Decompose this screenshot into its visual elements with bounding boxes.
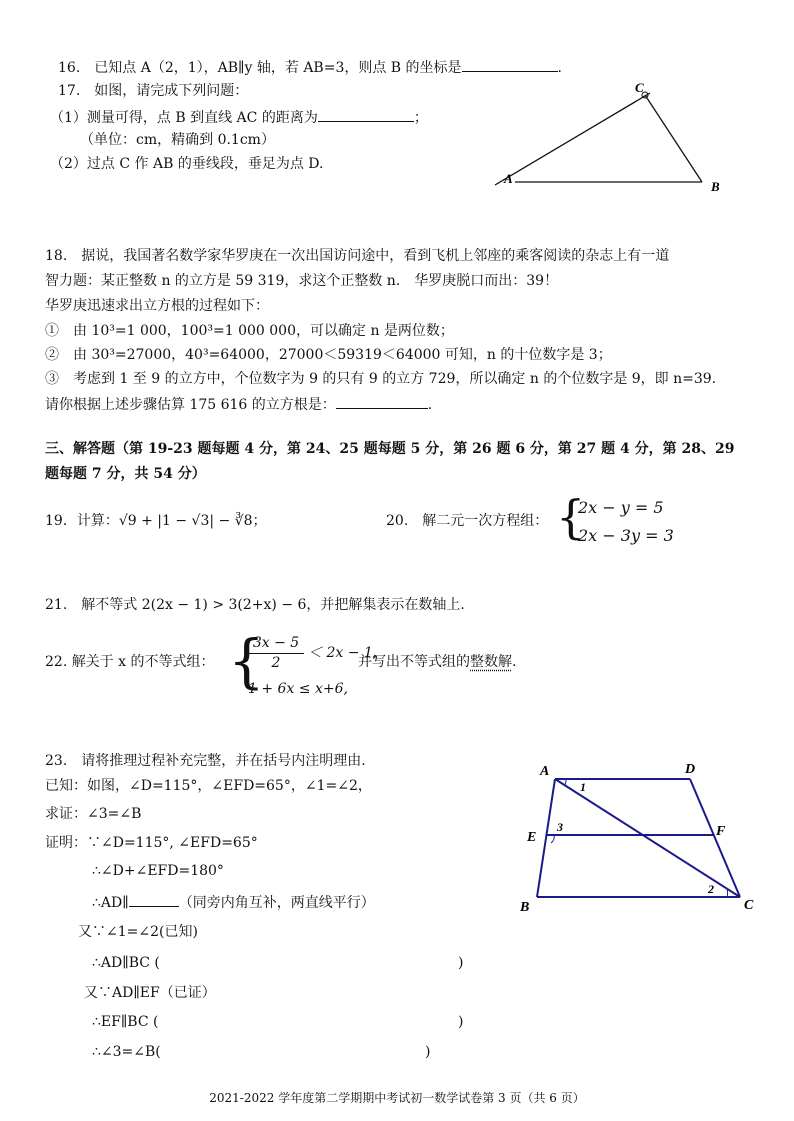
q23-label-d: D [685, 762, 696, 777]
q21-text: 21. 解不等式 2(2x − 1) > 3(2+x) − 6，并把解集表示在数轴上. [45, 597, 465, 613]
q23-label-c: C [744, 898, 754, 913]
q16-text: 16. 已知点 A（2，1），AB∥y 轴，若 AB=3，则点 B 的坐标是 [58, 60, 462, 76]
q20-equation-2: 2x − 3y = 3 [578, 526, 674, 545]
q23-title: 23. 请将推理过程补充完整，并在括号内注明理由. [45, 753, 366, 769]
q22-label: 22. 解关于 x 的不等式组： [45, 654, 215, 670]
q17-answer-blank[interactable] [318, 107, 414, 122]
q18-step1: ① 由 10³=1 000，100³=1 000 000，可以确定 n 是两位数； [45, 323, 454, 339]
q23-proof-7: ∴EF∥BC ( [92, 1014, 159, 1030]
section3-header-line1: 三、解答题（第 19-23 题每题 4 分，第 24、25 题每题 5 分，第 26 题 6 分，第 27 题 4 分，第 28、29 [45, 441, 735, 457]
q20-label: 20. 解二元一次方程组： [386, 513, 549, 529]
q18-step2: ② 由 30³=27000，40³=64000，27000＜59319＜64000 可知，n 的十位数字是 3； [45, 347, 612, 363]
page-footer: 2021-2022 学年度第二学期期中考试初一数学试卷第 3 页（共 6 页） [209, 1091, 585, 1105]
q22-emphasis: 整数解 [470, 654, 512, 670]
q18-ask [45, 394, 432, 415]
q22-tail [358, 653, 516, 672]
q23-given: 已知：如图，∠D=115°，∠EFD=65°，∠1=∠2， [45, 778, 372, 794]
q23-label-1: 1 [580, 780, 586, 794]
q22-ineq1-rest: ＜ 2x − 1, [308, 645, 378, 661]
q23-prove: 求证：∠3=∠B [45, 806, 142, 822]
q23-proof-3b: （同旁内角互补，两直线平行） [178, 895, 375, 911]
q18-ask-text: 请你根据上述步骤估算 175 616 的立方根是： [45, 397, 336, 413]
segment-ab [537, 779, 555, 897]
q23-proof-3 [92, 892, 375, 913]
q19-expression: √9 + |1 − √3| − ∛8； [118, 513, 267, 529]
q20-brace: { [556, 490, 586, 544]
q23-trapezoid-figure [520, 755, 770, 915]
q23-blank-parallel[interactable] [129, 892, 179, 907]
q17-label-c: C [635, 80, 644, 95]
q23-proof-4: 又∵∠1=∠2(已知) [78, 924, 198, 940]
line-ac [495, 93, 650, 185]
q17-triangle-figure [490, 75, 740, 205]
q20-equation-1: 2x − y = 5 [578, 498, 664, 517]
q23-label-f: F [716, 824, 726, 839]
q23-close-8: ) [425, 1044, 431, 1060]
q22-denominator: 2 [271, 654, 281, 671]
q23-proof-3a: ∴AD∥ [92, 895, 129, 911]
q18-step3: ③ 考虑到 1 至 9 的立方中，个位数字为 9 的只有 9 的立方 729，所以确定 n 的个位数字是 9，即 n=39. [45, 371, 717, 387]
question-16 [58, 57, 562, 78]
q23-proof-5: ∴AD∥BC ( [92, 955, 160, 971]
q18-line3: 华罗庚迅速求出立方根的过程如下： [45, 298, 269, 314]
q22-tail-end: . [512, 654, 517, 670]
q23-close-5: ) [458, 955, 464, 971]
segment-dc [690, 779, 740, 897]
q23-proof-8: ∴∠3=∠B( [92, 1044, 161, 1060]
angle-3-arc [551, 835, 554, 843]
q23-close-7: ) [458, 1014, 464, 1030]
q22-tail-text: 并写出不等式组的 [358, 654, 470, 670]
q17-part2: （2）过点 C 作 AB 的垂线段，垂足为点 D. [50, 156, 324, 172]
q17-title: 17. 如图，请完成下列问题： [58, 83, 249, 99]
q18-line2: 智力题：某正整数 n 的立方是 59 319，求这个正整数 n. 华罗庚脱口而出：39！ [45, 273, 559, 289]
q22-fraction [248, 634, 304, 673]
q22-brace: { [228, 627, 265, 695]
angle-2-arc [727, 889, 728, 897]
q23-label-b: B [520, 900, 530, 915]
question-19 [45, 512, 267, 531]
diagonal-ac [555, 779, 740, 897]
q16-end: . [557, 60, 562, 76]
q17-part1 [50, 107, 428, 128]
q23-proof-6: 又∵AD∥EF（已证） [84, 985, 216, 1001]
q22-ineq2: 1 + 6x ≤ x+6, [248, 681, 348, 697]
q23-label-3: 3 [557, 820, 563, 834]
q19-label: 19．计算： [45, 513, 119, 529]
q18-line1: 18. 据说，我国著名数学家华罗庚在一次出国访问途中，看到飞机上邻座的乘客阅读的杂志上有一道 [45, 248, 670, 264]
q23-label-e: E [527, 830, 537, 845]
q17-label-a: A [504, 171, 513, 186]
q18-answer-blank[interactable] [336, 394, 428, 409]
segment-bc [645, 95, 702, 182]
q17-part1-end: ； [413, 110, 428, 126]
q18-ask-end: . [427, 397, 433, 413]
q17-label-b: B [711, 179, 720, 194]
section3-header-line2: 题每题 7 分，共 54 分） [45, 466, 206, 482]
q17-part1-text: （1）测量可得，点 B 到直线 AC 的距离为 [50, 110, 318, 126]
q23-label-2: 2 [708, 882, 714, 896]
q23-label-a: A [540, 764, 550, 779]
q23-proof-2: ∴∠D+∠EFD=180° [92, 863, 224, 879]
q16-answer-blank[interactable] [462, 57, 558, 72]
q22-numerator: 3x − 5 [248, 634, 304, 654]
q23-proof-1: 证明：∵∠D=115°, ∠EFD=65° [45, 835, 258, 851]
q17-unit: （单位：cm，精确到 0.1cm） [80, 132, 275, 148]
